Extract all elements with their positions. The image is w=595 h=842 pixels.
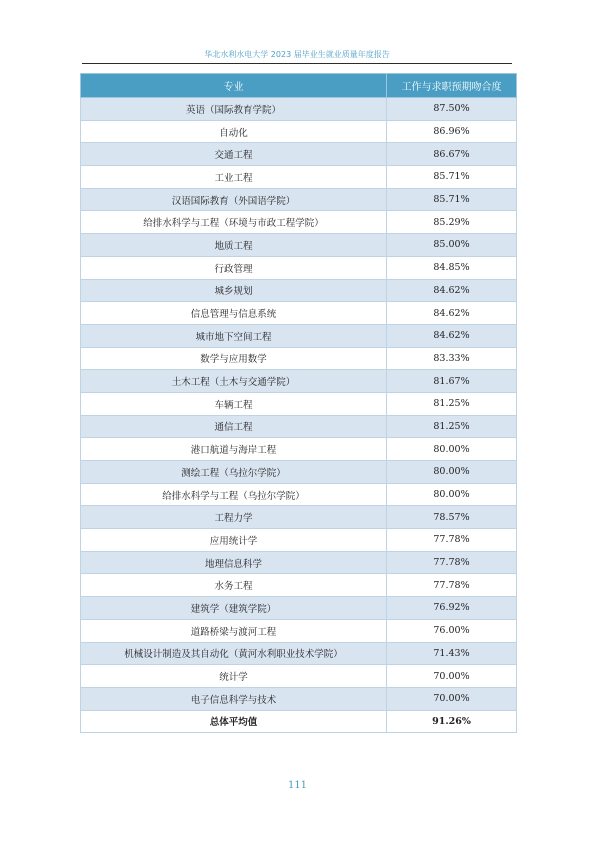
major-name-cell: 数学与应用数学 (81, 347, 387, 370)
total-label-cell: 总体平均值 (81, 710, 387, 733)
major-name-cell: 汉语国际教育（外国语学院） (81, 188, 387, 211)
match-rate-cell: 84.62% (387, 324, 517, 347)
match-rate-cell: 80.00% (387, 483, 517, 506)
table-row (81, 347, 517, 370)
match-rate-cell: 80.00% (387, 438, 517, 461)
major-name-cell: 城乡规划 (81, 279, 387, 302)
major-name-cell: 交通工程 (81, 143, 387, 166)
major-name-cell: 电子信息科学与技术 (81, 687, 387, 710)
table-row (81, 551, 517, 574)
table-total-row (81, 710, 517, 733)
table-row (81, 256, 517, 279)
table-row (81, 302, 517, 325)
major-name-cell: 港口航道与海岸工程 (81, 438, 387, 461)
major-name-cell: 工业工程 (81, 166, 387, 189)
major-name-cell: 应用统计学 (81, 529, 387, 552)
table-row (81, 370, 517, 393)
match-rate-cell: 87.50% (387, 98, 517, 121)
table-row (81, 415, 517, 438)
major-name-cell: 道路桥梁与渡河工程 (81, 619, 387, 642)
table-row (81, 619, 517, 642)
table-row (81, 143, 517, 166)
match-rate-cell: 77.78% (387, 529, 517, 552)
major-name-cell: 地质工程 (81, 234, 387, 257)
table-row (81, 324, 517, 347)
match-rate-cell: 85.71% (387, 166, 517, 189)
header-divider (82, 63, 512, 64)
major-name-cell: 行政管理 (81, 256, 387, 279)
match-rate-cell: 78.57% (387, 506, 517, 529)
major-name-cell: 统计学 (81, 665, 387, 688)
table-row (81, 665, 517, 688)
match-rate-cell: 85.29% (387, 211, 517, 234)
table-row (81, 98, 517, 121)
table-row (81, 120, 517, 143)
match-rate-cell: 77.78% (387, 574, 517, 597)
match-rate-cell: 81.25% (387, 415, 517, 438)
page-header-title: 华北水利水电大学 2023 届毕业生就业质量年度报告 (204, 50, 390, 59)
page-number: 111 (287, 780, 308, 791)
match-rate-cell: 71.43% (387, 642, 517, 665)
match-rate-cell: 85.71% (387, 188, 517, 211)
table-row (81, 279, 517, 302)
major-name-cell: 水务工程 (81, 574, 387, 597)
major-name-cell: 给排水科学与工程（环境与市政工程学院） (81, 211, 387, 234)
table-row (81, 188, 517, 211)
major-name-cell: 城市地下空间工程 (81, 324, 387, 347)
table-row (81, 166, 517, 189)
match-rate-cell: 84.62% (387, 302, 517, 325)
table-row (81, 529, 517, 552)
table-row (81, 211, 517, 234)
table-row (81, 392, 517, 415)
major-name-cell: 自动化 (81, 120, 387, 143)
table-row (81, 234, 517, 257)
match-rate-cell: 77.78% (387, 551, 517, 574)
major-name-cell: 机械设计制造及其自动化（黄河水利职业技术学院） (81, 642, 387, 665)
match-rate-cell: 86.96% (387, 120, 517, 143)
match-rate-cell: 70.00% (387, 665, 517, 688)
match-rate-cell: 81.25% (387, 392, 517, 415)
table-row (81, 461, 517, 484)
table-row (81, 506, 517, 529)
match-rate-cell: 76.92% (387, 597, 517, 620)
table-row (81, 574, 517, 597)
major-match-table (80, 73, 517, 733)
match-rate-cell: 81.67% (387, 370, 517, 393)
major-name-cell: 测绘工程（乌拉尔学院） (81, 461, 387, 484)
table-row (81, 483, 517, 506)
match-rate-cell: 70.00% (387, 687, 517, 710)
major-name-cell: 通信工程 (81, 415, 387, 438)
major-name-cell: 工程力学 (81, 506, 387, 529)
table-row (81, 438, 517, 461)
table-row (81, 687, 517, 710)
table-header-row (81, 74, 517, 98)
table-row (81, 597, 517, 620)
major-name-cell: 给排水科学与工程（乌拉尔学院） (81, 483, 387, 506)
major-name-cell: 地理信息科学 (81, 551, 387, 574)
match-rate-cell: 80.00% (387, 461, 517, 484)
major-name-cell: 车辆工程 (81, 392, 387, 415)
total-value-cell: 91.26% (387, 710, 517, 733)
match-rate-cell: 83.33% (387, 347, 517, 370)
match-rate-cell: 85.00% (387, 234, 517, 257)
major-name-cell: 土木工程（土木与交通学院） (81, 370, 387, 393)
major-name-cell: 英语（国际教育学院） (81, 98, 387, 121)
match-rate-cell: 76.00% (387, 619, 517, 642)
major-name-cell: 信息管理与信息系统 (81, 302, 387, 325)
match-rate-cell: 84.62% (387, 279, 517, 302)
column-header-major: 专业 (81, 74, 387, 98)
major-name-cell: 建筑学（建筑学院） (81, 597, 387, 620)
match-rate-cell: 86.67% (387, 143, 517, 166)
table-body (81, 98, 517, 733)
column-header-match-rate: 工作与求职预期吻合度 (387, 74, 517, 98)
table-row (81, 642, 517, 665)
match-rate-cell: 84.85% (387, 256, 517, 279)
